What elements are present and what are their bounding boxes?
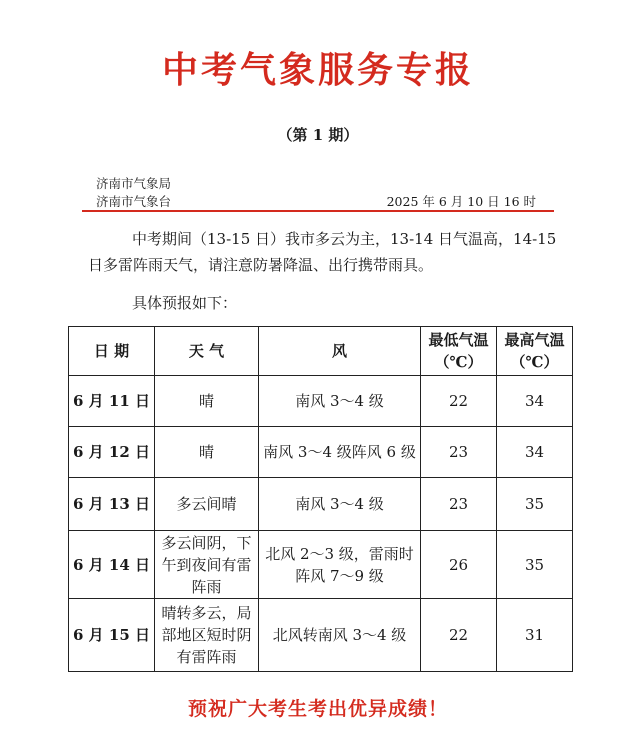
header-date: 日 期	[69, 327, 155, 376]
cell-weather: 晴	[155, 427, 259, 478]
cell-min-temp: 23	[421, 478, 497, 531]
cell-wind: 北风 2～3 级，雷雨时阵风 7～9 级	[259, 531, 421, 599]
cell-max-temp: 35	[497, 478, 573, 531]
cell-date: 6 月 11 日	[69, 376, 155, 427]
cell-max-temp: 31	[497, 599, 573, 672]
report-title: 中考气象服务专报	[161, 49, 474, 91]
forecast-intro: 具体预报如下：	[132, 294, 238, 312]
red-divider	[82, 210, 554, 212]
table-row	[69, 376, 573, 427]
cell-weather: 晴	[155, 376, 259, 427]
summary-paragraph: 中考期间（13-15 日）我市多云为主，13-14 日气温高，14-15 日多雷阵雨天气，请注意防暑降温、出行携带雨具。	[88, 230, 557, 274]
table-row	[69, 599, 573, 672]
cell-min-temp: 22	[421, 599, 497, 672]
cell-date: 6 月 15 日	[69, 599, 155, 672]
cell-date: 6 月 12 日	[69, 427, 155, 478]
cell-max-temp: 34	[497, 376, 573, 427]
cell-min-temp: 22	[421, 376, 497, 427]
cell-weather: 晴转多云，局部地区短时阴有雷阵雨	[155, 599, 259, 672]
cell-wind: 南风 3～4 级	[259, 376, 421, 427]
issuer-observatory: 济南市气象台	[96, 194, 172, 209]
table-row	[69, 478, 573, 531]
issued-time: 2025 年 6 月 10 日 16 时	[386, 194, 536, 209]
cell-min-temp: 26	[421, 531, 497, 599]
cell-date: 6 月 13 日	[69, 478, 155, 531]
issue-number: （第 1 期）	[277, 126, 359, 144]
cell-max-temp: 34	[497, 427, 573, 478]
header-min-temp: 最低气温（℃）	[421, 327, 497, 376]
cell-weather: 多云间阴，下午到夜间有雷阵雨	[155, 531, 259, 599]
table-row	[69, 427, 573, 478]
issuer-bureau: 济南市气象局	[96, 176, 172, 191]
cell-date: 6 月 14 日	[69, 531, 155, 599]
forecast-table	[68, 326, 573, 672]
cell-max-temp: 35	[497, 531, 573, 599]
cell-weather: 多云间晴	[155, 478, 259, 531]
cell-wind: 南风 3～4 级	[259, 478, 421, 531]
header-weather: 天 气	[155, 327, 259, 376]
header-wind: 风	[259, 327, 421, 376]
cell-wind: 北风转南风 3～4 级	[259, 599, 421, 672]
table-header-row	[69, 327, 573, 376]
exam-wish: 预祝广大考生考出优异成绩！	[187, 698, 448, 720]
table-row	[69, 531, 573, 599]
cell-wind: 南风 3～4 级阵风 6 级	[259, 427, 421, 478]
cell-min-temp: 23	[421, 427, 497, 478]
header-max-temp: 最高气温（℃）	[497, 327, 573, 376]
